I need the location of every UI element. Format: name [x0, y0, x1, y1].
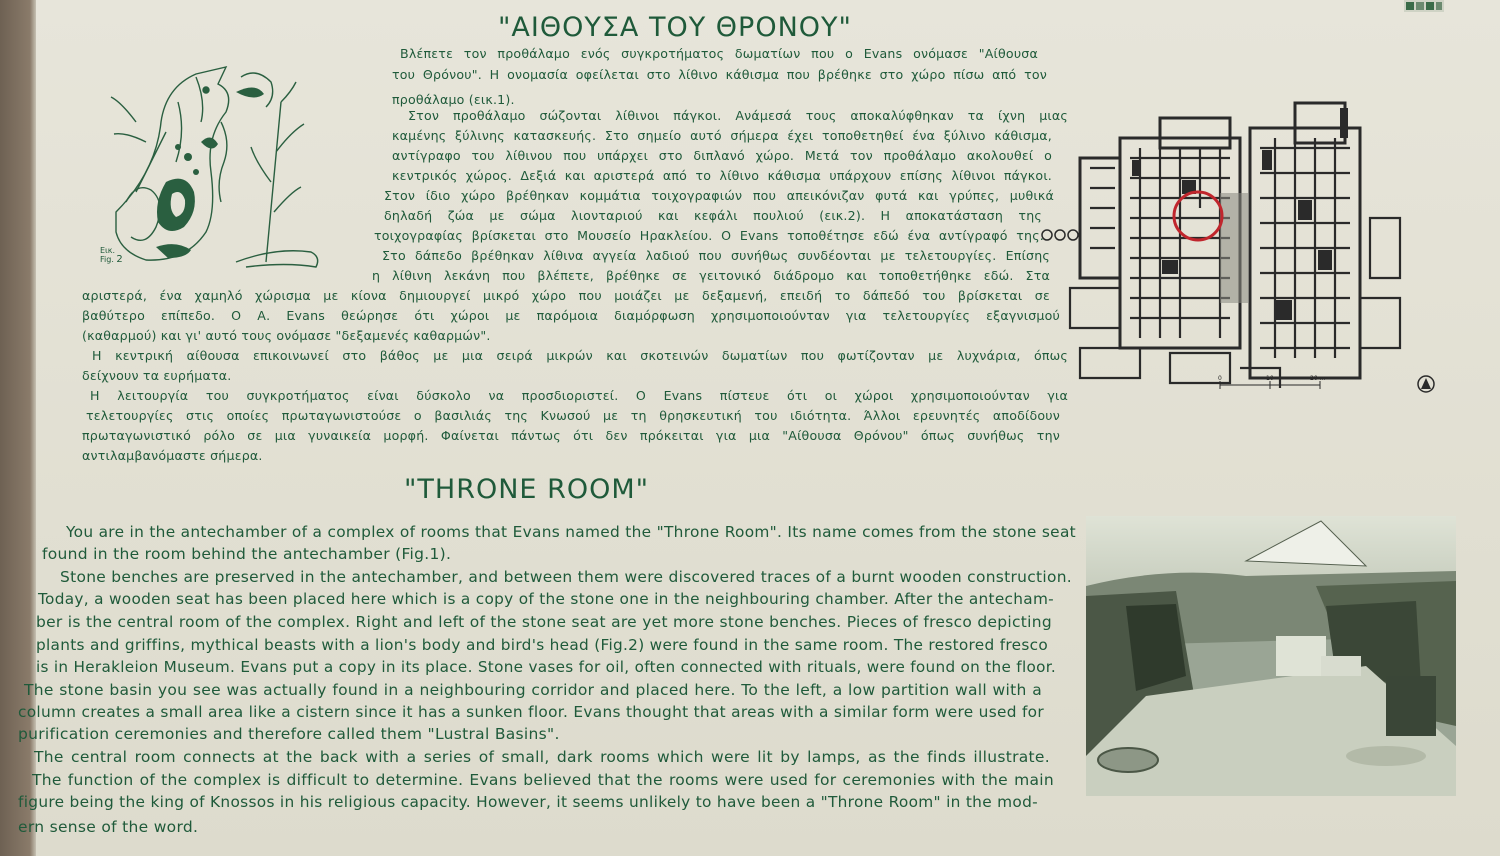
english-line: ber is the central room of the complex. Right and left of the stone seat are yet more stone benches. Pieces of fresco depicting: [36, 613, 1052, 631]
english-line: The function of the complex is difficult to determine. Evans believed that the rooms were used for ceremonies with the main: [32, 771, 1054, 789]
throne-room-location-marker: [1174, 192, 1222, 240]
english-line: You are in the antechamber of a complex of rooms that Evans named the "Throne Room". Its name comes from the stone seat: [66, 523, 1076, 541]
svg-text:0: 0: [1218, 375, 1222, 382]
greek-line: Η λειτουργία του συγκροτήματος είναι δύσκολο να προσδιοριστεί. Ο Evans πίστευε ότι οι χώροι χρησιμοποιούνταν για: [90, 388, 1068, 403]
griffin-fresco-illustration: [106, 62, 328, 272]
greek-line: βαθύτερο επίπεδο. Ο Α. Evans θεώρησε ότι χώροι με παρόμοια διαμόρφωση χρησιμοποιούνταν για τελετουργίες εξαγνισμού: [82, 308, 1060, 323]
greek-line: δηλαδή ζώα με σώμα λιονταριού και κεφάλι πουλιού (εικ.2). Η αποκατάσταση της: [384, 208, 1042, 223]
english-line: Today, a wooden seat has been placed here which is a copy of the stone one in the neighbouring chamber. After the antecham-: [38, 590, 1054, 608]
greek-line: καμένης ξύλινης κατασκευής. Στο σημείο αυτό σήμερα έχει τοποθετηθεί ένα ξύλινο κάθισμα,: [392, 128, 1052, 143]
greek-line: δείχνουν τα ευρήματα.: [82, 368, 232, 383]
greek-title: "ΑΙΘΟΥΣΑ ΤΟΥ ΘΡΟΝΟΥ": [498, 12, 852, 43]
english-line: The central room connects at the back with a series of small, dark rooms which were lit by lamps, as the finds illustrate.: [34, 748, 1050, 766]
english-title: "THRONE ROOM": [404, 474, 650, 505]
greek-line: τοιχογραφίας βρίσκεται στο Μουσείο Ηρακλείου. Ο Evans τοποθέτησε εδώ ένα αντίγραφό της.: [374, 228, 1044, 243]
greek-line: του Θρόνου". Η ονομασία οφείλεται στο λίθινο κάθισμα που βρέθηκε στο χώρο πίσω από τον: [392, 67, 1047, 82]
greek-line: αριστερά, ένα χαμηλό χώρισμα με κίονα δημιουργεί μικρό χώρο που μοιάζει με δεξαμενή, επειδή το δάπεδό του βρίσκεται σε: [82, 288, 1050, 303]
greek-line: αντίγραφο του λίθινου που υπάρχει στο διπλανό χώρο. Μετά τον προθάλαμο ακολουθεί ο: [392, 148, 1052, 163]
greek-line: (καθαρμού) και γι' αυτό τους ονόμασε "δεξαμενές καθαρμών".: [82, 328, 491, 343]
logo-strip-icon: [1404, 0, 1444, 12]
greek-line: Στον ίδιο χώρο βρέθηκαν κομμάτια τοιχογραφιών που απεικόνιζαν φυτά και γρύπες, μυθικά: [384, 188, 1054, 203]
greek-line: Η κεντρική αίθουσα επικοινωνεί στο βάθος με μια σειρά μικρών και σκοτεινών δωματίων που φωτίζονταν με λυχνάρια, όπως: [92, 348, 1068, 363]
english-line: found in the room behind the antechamber (Fig.1).: [42, 545, 452, 563]
greek-line: αντιλαμβανόμαστε σήμερα.: [82, 448, 263, 463]
greek-line: Στο δάπεδο βρέθηκαν λίθινα αγγεία λαδιού που συνήθως συνδέονται με τελετουργίες. Επίσης: [382, 248, 1050, 263]
english-line: Stone benches are preserved in the antechamber, and between them were discovered traces of a burnt wooden construction.: [60, 568, 1072, 586]
greek-line: η λίθινη λεκάνη που βλέπετε, βρέθηκε σε γειτονικό διάδρομο και τοποθετήθηκε εδώ. Στα: [372, 268, 1050, 283]
greek-line: Στον προθάλαμο σώζονται λίθινοι πάγκοι. Ανάμεσά τους αποκαλύφθηκαν τα ίχνη μιας: [408, 108, 1068, 123]
greek-line: κεντρικός χώρος. Δεξιά και αριστερά από το λίθινο κάθισμα υπάρχουν επίσης λίθινοι πάγκοι.: [392, 168, 1052, 183]
svg-text:10: 10: [1266, 375, 1274, 382]
greek-line: Βλέπετε τον προθάλαμο ενός συγκροτήματος δωματίων που ο Evans ονόμασε "Αίθουσα: [400, 46, 1038, 61]
greek-line: πρωταγωνιστικό ρόλο σε μια γυναικεία μορφή. Φαίνεται πάντως ότι δεν πρόκειται για μια "Αίθουσα Θρόνου" όπως συνήθως την: [82, 428, 1060, 443]
english-line: purification ceremonies and therefore called them "Lustral Basins".: [18, 725, 560, 743]
greek-line: τελετουργίες στις οποίες πρωταγωνιστούσε ο βασιλιάς της Κνωσού με τη θρησκευτική του ιδιότητα. Άλλοι ερευνητές αποδίδουν: [86, 408, 1060, 423]
english-line: plants and griffins, mythical beasts with a lion's body and bird's head (Fig.2) were found in the same room. The restored fresco: [36, 636, 1048, 654]
throne-room-historic-photo: [1086, 516, 1456, 796]
palace-site-plan: [1040, 98, 1440, 398]
greek-line: προθάλαμο (εικ.1).: [392, 92, 515, 107]
figure-2-label: Εικ. Fig. 2: [100, 246, 123, 265]
english-line: figure being the king of Knossos in his religious capacity. However, it seems unlikely to have been a "Throne Room" in the mod-: [18, 793, 1038, 811]
svg-text:20 m: 20 m: [1310, 375, 1326, 382]
english-line: is in Herakleion Museum. Evans put a copy in its place. Stone vases for oil, often connected with rituals, were found on the floor.: [36, 658, 1056, 676]
english-line: The stone basin you see was actually found in a neighbouring corridor and placed here. To the left, a low partition wall with a: [24, 681, 1042, 699]
english-line: column creates a small area like a cistern since it has a sunken floor. Evans thought that areas with a similar form were used for: [18, 703, 1044, 721]
english-line: ern sense of the word.: [18, 818, 199, 836]
